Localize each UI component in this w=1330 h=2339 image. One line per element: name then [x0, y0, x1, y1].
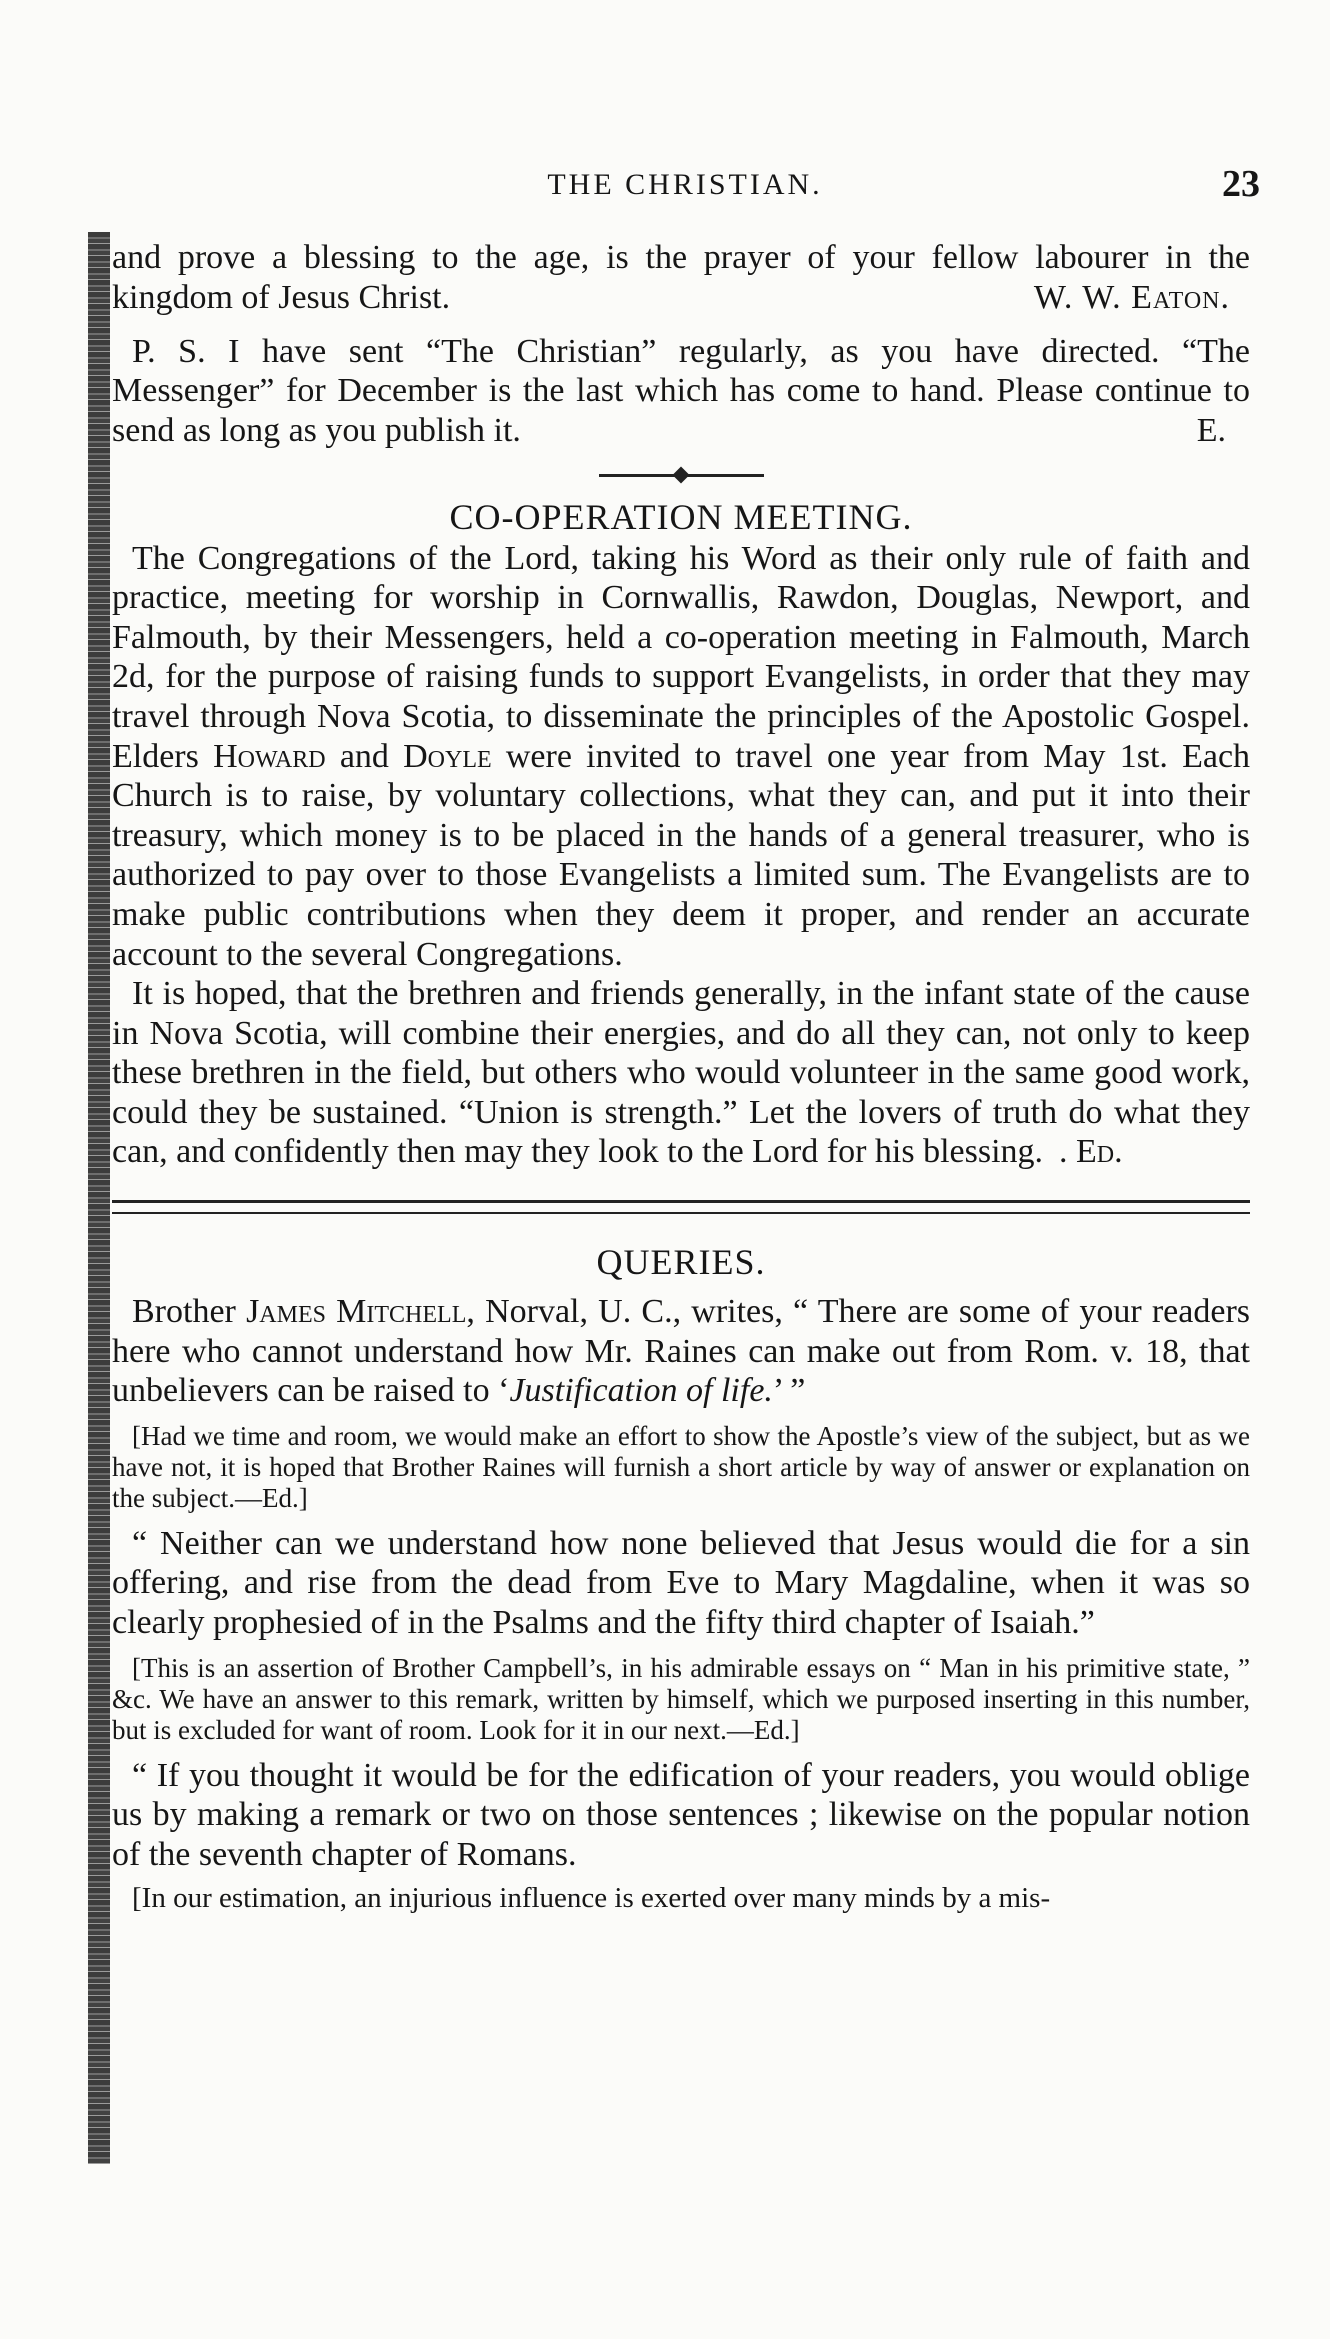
letter-signature: W. W. Eaton. [1033, 279, 1230, 317]
cooperation-paragraph-1 [112, 539, 1250, 975]
cooperation-text-a: The Congregations of the Lord, taking his Word as their only rule of faith and practice, meeting for worship in Cornwallis, Rawdon, Douglas, Newport, and Falmouth, by their Messengers, held a co-operation meeting in Falmouth, March 2d, for the purpose of raising funds to support Evangelists, in order that they may travel through Nova Scotia, to disseminate the principles of the Apostolic Gospel. Elders [112, 539, 1250, 775]
section-double-rule [112, 1200, 1250, 1214]
query-3: “ If you thought it would be for the edification of your readers, you would oblige us by making a remark or two on those sentences ; likewise on the popular notion of the seventh chapter of Romans. [112, 1756, 1250, 1873]
query-2: “ Neither can we understand how none believed that Jesus would die for a sin offering, and rise from the dead from Eve to Mary Magdaline, when it was so clearly prophesied of in the Psalms and the fifty third chapter of Isaiah.” [112, 1524, 1250, 1642]
postscript-initial: E. [1196, 411, 1226, 449]
query-1-text-b: , Norval, U. C., writes, “ There are some of your readers here who cannot understand how Mr. Raines can make out from Rom. v. 18, that unbelievers can be raised to ‘ [112, 1293, 1251, 1410]
editor-signoff: . Ed. [1059, 1133, 1123, 1171]
cooperation-and: and [339, 737, 389, 775]
cooperation-text-2: It is hoped, that the brethren and friends generally, in the infant state of the cause in Nova Scotia, will combine their energies, and do all they can, not only to keep these brethren in the field, but others who would volunteer in the same good work, could they be sustained. “Union is strength.” Let the lovers of truth do what they can, and confidently then may they look to the Lord for his blessing. [112, 975, 1250, 1171]
cooperation-heading: CO-OPERATION MEETING. [449, 496, 913, 537]
running-title: THE CHRISTIAN. [547, 168, 823, 201]
cooperation-text-b: were invited to travel one year from May 1st. Each Church is to raise, by voluntary collections, what they can, and put it into their treasury, which money is to be placed in the hands of a general treasurer, who is authorized to pay over to those Evangelists a limited sum. The Evangelists are to make public contributions when they deem it proper, and render an accurate account to the several Congregations. [112, 737, 1251, 973]
elder-name-howard: Howard [213, 737, 326, 775]
editor-note-3: [In our estimation, an injurious influence is exerted over many minds by a mis- [132, 1882, 1051, 1915]
running-header [110, 163, 1260, 208]
postscript [112, 332, 1250, 451]
query-1-name: James Mitchell [246, 1293, 467, 1331]
cooperation-paragraph-2 [112, 974, 1250, 1172]
query-1-italic: Justification of life. [509, 1372, 773, 1410]
page-binding-edge [88, 232, 110, 2164]
query-1-text-c: ’ ” [772, 1372, 806, 1410]
queries-heading: QUERIES. [596, 1242, 766, 1283]
letter-closing: and prove a blessing to the age, is the prayer of your fellow labourer in the kingdom of Jesus Christ. [112, 239, 1250, 316]
section-ornament [599, 465, 764, 485]
editor-note-1: [Had we time and room, we would make an effort to show the Apostle’s view of the subject, but as we have not, it is hoped that Brother Raines will furnish a short article by way of answer or explanation on the subject.—Ed.] [112, 1420, 1250, 1513]
page-body [112, 238, 1250, 1915]
postscript-text: P. S. I have sent “The Christian” regularly, as you have directed. “The Messenger” for December is the last which has come to hand. Please continue to send as long as you publish it. [112, 332, 1250, 449]
editor-note-2: [This is an assertion of Brother Campbell’s, in his admirable essays on “ Man in his primitive state, ” &c. We have an answer to this remark, written by himself, which we purposed inserting in this number, but is excluded for want of room. Look for it in our next.—Ed.] [112, 1652, 1250, 1745]
page-number: 23 [1222, 163, 1260, 205]
elder-name-doyle: Doyle [403, 737, 492, 775]
query-1-text-a: Brother [132, 1293, 236, 1331]
query-1 [112, 1292, 1250, 1411]
